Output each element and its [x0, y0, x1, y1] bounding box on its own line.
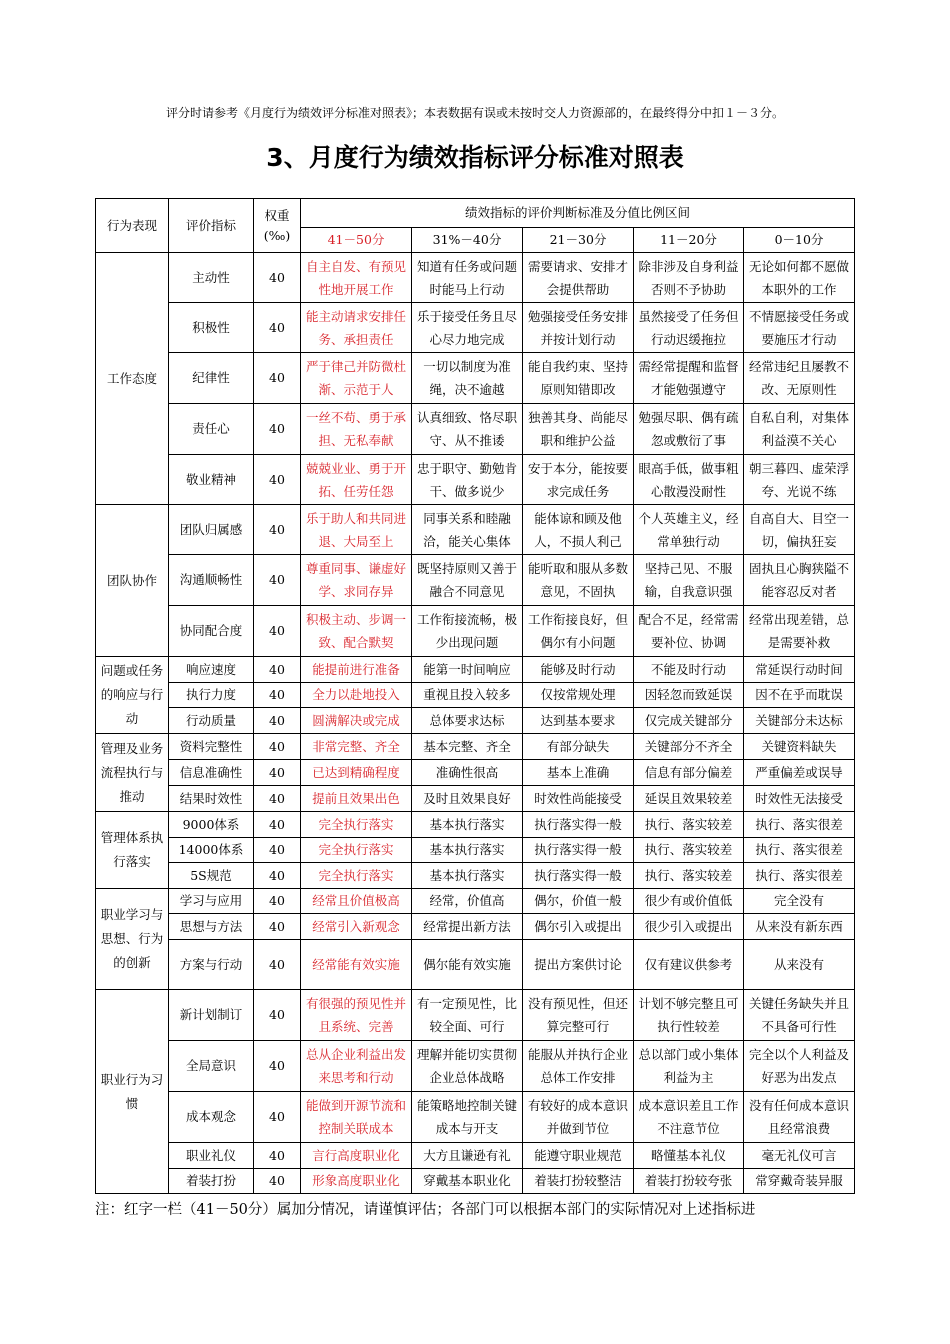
criteria-cell-range-3: 时效性尚能接受 — [523, 786, 634, 812]
indicator-name: 成本观念 — [169, 1092, 254, 1143]
table-row — [96, 353, 855, 404]
criteria-cell-range-4: 除非涉及自身利益否则不予协助 — [634, 253, 744, 303]
criteria-cell-range-3: 基本上准确 — [523, 760, 634, 786]
criteria-cell-range-4: 计划不够完整且可执行性较差 — [634, 990, 744, 1041]
table-row — [96, 786, 855, 812]
criteria-cell-range-1: 非常完整、齐全 — [301, 734, 412, 760]
weight-value: 40 — [254, 1092, 301, 1143]
criteria-cell-range-5: 自私自利，对集体利益漠不关心 — [744, 404, 855, 455]
indicator-name: 方案与行动 — [169, 940, 254, 990]
indicator-name: 责任心 — [169, 404, 254, 455]
criteria-cell-range-1: 积极主动、步调一致、配合默契 — [301, 606, 412, 657]
indicator-name: 响应速度 — [169, 657, 254, 683]
criteria-cell-range-3: 勉强接受任务安排并按计划行动 — [523, 303, 634, 353]
criteria-cell-range-1: 能主动请求安排任务、承担责任 — [301, 303, 412, 353]
footer-note: 注：红字一栏（41－50分）属加分情况，请谨慎评估；各部门可以根据本部门的实际情况对上述指标进 — [95, 1202, 756, 1218]
weight-value: 40 — [254, 353, 301, 404]
header-range-4: 11－20分 — [634, 228, 744, 253]
criteria-cell-range-5: 经常出现差错，总是需要补救 — [744, 606, 855, 657]
weight-value: 40 — [254, 606, 301, 657]
table-row — [96, 555, 855, 606]
criteria-cell-range-3: 能够及时行动 — [523, 657, 634, 683]
criteria-cell-range-1: 尊重同事、谦虚好学、求同存异 — [301, 555, 412, 606]
header-indicator: 评价指标 — [169, 199, 254, 253]
criteria-cell-range-4: 配合不足，经常需要补位、协调 — [634, 606, 744, 657]
header-range-3: 21－30分 — [523, 228, 634, 253]
criteria-cell-range-3: 着装打扮较整洁 — [523, 1169, 634, 1194]
criteria-cell-range-1: 严于律己并防微杜渐、示范于人 — [301, 353, 412, 404]
behavior-category: 工作态度 — [96, 253, 169, 505]
header-range-1: 41－50分 — [301, 228, 412, 253]
table-row — [96, 940, 855, 990]
criteria-cell-range-2: 忠于职守、勤勉肯干、做多说少 — [412, 455, 523, 505]
criteria-cell-range-3: 提出方案供讨论 — [523, 940, 634, 990]
weight-value: 40 — [254, 838, 301, 863]
table-row — [96, 657, 855, 683]
criteria-cell-range-5: 完全没有 — [744, 889, 855, 914]
weight-value: 40 — [254, 786, 301, 812]
behavior-category: 管理及业务流程执行与推动 — [96, 734, 169, 812]
criteria-cell-range-5: 经常违纪且屡教不改、无原则性 — [744, 353, 855, 404]
weight-value: 40 — [254, 708, 301, 734]
indicator-name: 学习与应用 — [169, 889, 254, 914]
criteria-cell-range-3: 执行落实得一般 — [523, 863, 634, 889]
scoring-table — [95, 198, 855, 1194]
indicator-name: 团队归属感 — [169, 505, 254, 555]
table-row — [96, 812, 855, 838]
criteria-cell-range-2: 乐于接受任务且尽心尽力地完成 — [412, 303, 523, 353]
indicator-name: 主动性 — [169, 253, 254, 303]
criteria-cell-range-4: 虽然接受了任务但行动迟缓拖拉 — [634, 303, 744, 353]
criteria-cell-range-1: 自主自发、有预见性地开展工作 — [301, 253, 412, 303]
criteria-cell-range-1: 经常且价值极高 — [301, 889, 412, 914]
table-row — [96, 505, 855, 555]
criteria-cell-range-1: 圆满解决或完成 — [301, 708, 412, 734]
indicator-name: 新计划制订 — [169, 990, 254, 1041]
table-row — [96, 863, 855, 889]
header-range-2: 31%－40分 — [412, 228, 523, 253]
criteria-cell-range-5: 关键任务缺失并且不具备可行性 — [744, 990, 855, 1041]
criteria-cell-range-3: 没有预见性，但还算完整可行 — [523, 990, 634, 1041]
criteria-cell-range-1: 总从企业利益出发来思考和行动 — [301, 1041, 412, 1092]
indicator-name: 行动质量 — [169, 708, 254, 734]
behavior-category: 管理体系执行落实 — [96, 812, 169, 889]
weight-value: 40 — [254, 990, 301, 1041]
criteria-cell-range-2: 同事关系和睦融洽，能关心集体 — [412, 505, 523, 555]
criteria-cell-range-5: 常延误行动时间 — [744, 657, 855, 683]
criteria-cell-range-1: 兢兢业业、勇于开拓、任劳任怨 — [301, 455, 412, 505]
behavior-category: 职业行为习惯 — [96, 990, 169, 1194]
weight-value: 40 — [254, 1143, 301, 1169]
criteria-cell-range-2: 基本执行落实 — [412, 812, 523, 838]
header-behavior: 行为表现 — [96, 199, 169, 253]
criteria-cell-range-2: 经常提出新方法 — [412, 914, 523, 940]
indicator-name: 14000体系 — [169, 838, 254, 863]
criteria-cell-range-5: 固执且心胸狭隘不能容忍反对者 — [744, 555, 855, 606]
indicator-name: 着装打扮 — [169, 1169, 254, 1194]
criteria-cell-range-3: 工作衔接良好，但偶尔有小问题 — [523, 606, 634, 657]
weight-value: 40 — [254, 914, 301, 940]
table-row — [96, 253, 855, 303]
table-row — [96, 455, 855, 505]
weight-value: 40 — [254, 455, 301, 505]
criteria-cell-range-2: 经常，价值高 — [412, 889, 523, 914]
criteria-cell-range-1: 形象高度职业化 — [301, 1169, 412, 1194]
criteria-cell-range-5: 毫无礼仪可言 — [744, 1143, 855, 1169]
criteria-cell-range-4: 总以部门或小集体利益为主 — [634, 1041, 744, 1092]
weight-value: 40 — [254, 863, 301, 889]
table-row — [96, 914, 855, 940]
criteria-cell-range-4: 个人英雄主义，经常单独行动 — [634, 505, 744, 555]
criteria-cell-range-3: 有部分缺失 — [523, 734, 634, 760]
criteria-cell-range-1: 有很强的预见性并且系统、完善 — [301, 990, 412, 1041]
behavior-category: 问题或任务的响应与行动 — [96, 657, 169, 734]
criteria-cell-range-5: 从来没有 — [744, 940, 855, 990]
criteria-cell-range-1: 全力以赴地投入 — [301, 683, 412, 708]
table-row — [96, 990, 855, 1041]
criteria-cell-range-4: 延误且效果较差 — [634, 786, 744, 812]
criteria-cell-range-4: 仅有建议供参考 — [634, 940, 744, 990]
table-row — [96, 708, 855, 734]
criteria-cell-range-1: 乐于助人和共同进退、大局至上 — [301, 505, 412, 555]
criteria-cell-range-5: 无论如何都不愿做本职外的工作 — [744, 253, 855, 303]
criteria-cell-range-3: 能遵守职业规范 — [523, 1143, 634, 1169]
criteria-cell-range-2: 基本执行落实 — [412, 863, 523, 889]
criteria-cell-range-4: 着装打扮较夸张 — [634, 1169, 744, 1194]
indicator-name: 执行力度 — [169, 683, 254, 708]
indicator-name: 职业礼仪 — [169, 1143, 254, 1169]
indicator-name: 积极性 — [169, 303, 254, 353]
criteria-cell-range-1: 完全执行落实 — [301, 812, 412, 838]
criteria-cell-range-5: 关键部分未达标 — [744, 708, 855, 734]
criteria-cell-range-2: 偶尔能有效实施 — [412, 940, 523, 990]
criteria-cell-range-4: 关键部分不齐全 — [634, 734, 744, 760]
criteria-cell-range-2: 准确性很高 — [412, 760, 523, 786]
criteria-cell-range-4: 执行、落实较差 — [634, 812, 744, 838]
weight-value: 40 — [254, 760, 301, 786]
criteria-cell-range-5: 时效性无法接受 — [744, 786, 855, 812]
criteria-cell-range-2: 穿戴基本职业化 — [412, 1169, 523, 1194]
weight-value: 40 — [254, 1169, 301, 1194]
weight-value: 40 — [254, 404, 301, 455]
criteria-cell-range-1: 提前且效果出色 — [301, 786, 412, 812]
indicator-name: 思想与方法 — [169, 914, 254, 940]
indicator-name: 敬业精神 — [169, 455, 254, 505]
criteria-cell-range-1: 经常能有效实施 — [301, 940, 412, 990]
behavior-category: 团队协作 — [96, 505, 169, 657]
criteria-cell-range-3: 独善其身、尚能尽职和维护公益 — [523, 404, 634, 455]
criteria-cell-range-2: 既坚持原则又善于融合不同意见 — [412, 555, 523, 606]
criteria-cell-range-4: 需经常提醒和监督才能勉强遵守 — [634, 353, 744, 404]
criteria-cell-range-3: 有较好的成本意识并做到节位 — [523, 1092, 634, 1143]
criteria-cell-range-5: 执行、落实很差 — [744, 838, 855, 863]
criteria-cell-range-3: 偶尔，价值一般 — [523, 889, 634, 914]
criteria-cell-range-1: 经常引入新观念 — [301, 914, 412, 940]
indicator-name: 结果时效性 — [169, 786, 254, 812]
criteria-cell-range-5: 自高自大、目空一切，偏执狂妄 — [744, 505, 855, 555]
criteria-cell-range-3: 能听取和服从多数意见，不固执 — [523, 555, 634, 606]
criteria-cell-range-3: 偶尔引入或提出 — [523, 914, 634, 940]
table-row — [96, 1169, 855, 1194]
criteria-cell-range-3: 执行落实得一般 — [523, 838, 634, 863]
criteria-cell-range-1: 能做到开源节流和控制关联成本 — [301, 1092, 412, 1143]
criteria-cell-range-4: 勉强尽职、偶有疏忽或敷衍了事 — [634, 404, 744, 455]
table-row — [96, 303, 855, 353]
criteria-cell-range-2: 能第一时间响应 — [412, 657, 523, 683]
criteria-cell-range-2: 大方且谦逊有礼 — [412, 1143, 523, 1169]
header-criteria: 绩效指标的评价判断标准及分值比例区间 — [301, 199, 855, 228]
criteria-cell-range-2: 认真细致、恪尽职守、从不推诿 — [412, 404, 523, 455]
criteria-cell-range-1: 一丝不苟、勇于承担、无私奉献 — [301, 404, 412, 455]
weight-value: 40 — [254, 940, 301, 990]
criteria-cell-range-3: 仅按常规处理 — [523, 683, 634, 708]
weight-value: 40 — [254, 253, 301, 303]
criteria-cell-range-2: 基本完整、齐全 — [412, 734, 523, 760]
criteria-cell-range-4: 信息有部分偏差 — [634, 760, 744, 786]
criteria-cell-range-5: 关键资料缺失 — [744, 734, 855, 760]
criteria-cell-range-3: 执行落实得一般 — [523, 812, 634, 838]
criteria-cell-range-4: 执行、落实较差 — [634, 838, 744, 863]
criteria-cell-range-4: 成本意识差且工作不注意节位 — [634, 1092, 744, 1143]
criteria-cell-range-2: 工作衔接流畅，极少出现问题 — [412, 606, 523, 657]
indicator-name: 资料完整性 — [169, 734, 254, 760]
criteria-cell-range-2: 理解并能切实贯彻企业总体战略 — [412, 1041, 523, 1092]
criteria-cell-range-3: 能服从并执行企业总体工作安排 — [523, 1041, 634, 1092]
criteria-cell-range-5: 常穿戴奇装异服 — [744, 1169, 855, 1194]
indicator-name: 5S规范 — [169, 863, 254, 889]
header-range-5: 0－10分 — [744, 228, 855, 253]
criteria-cell-range-3: 需要请求、安排才会提供帮助 — [523, 253, 634, 303]
criteria-cell-range-5: 严重偏差或误导 — [744, 760, 855, 786]
weight-value: 40 — [254, 657, 301, 683]
header-weight: 权重(‰) — [254, 199, 301, 253]
criteria-cell-range-4: 眼高手低，做事粗心散漫没耐性 — [634, 455, 744, 505]
criteria-cell-range-2: 重视且投入较多 — [412, 683, 523, 708]
weight-value: 40 — [254, 812, 301, 838]
criteria-cell-range-2: 一切以制度为准绳，决不逾越 — [412, 353, 523, 404]
criteria-cell-range-1: 已达到精确程度 — [301, 760, 412, 786]
table-row — [96, 1041, 855, 1092]
criteria-cell-range-1: 完全执行落实 — [301, 838, 412, 863]
criteria-cell-range-1: 能提前进行准备 — [301, 657, 412, 683]
table-row — [96, 1092, 855, 1143]
table-row — [96, 404, 855, 455]
weight-value: 40 — [254, 555, 301, 606]
criteria-cell-range-2: 及时且效果良好 — [412, 786, 523, 812]
weight-value: 40 — [254, 505, 301, 555]
weight-value: 40 — [254, 683, 301, 708]
table-row — [96, 838, 855, 863]
criteria-cell-range-3: 能体谅和顾及他人，不损人利己 — [523, 505, 634, 555]
indicator-name: 全局意识 — [169, 1041, 254, 1092]
criteria-cell-range-1: 言行高度职业化 — [301, 1143, 412, 1169]
table-row — [96, 1143, 855, 1169]
criteria-cell-range-3: 安于本分，能按要求完成任务 — [523, 455, 634, 505]
criteria-cell-range-4: 不能及时行动 — [634, 657, 744, 683]
criteria-cell-range-1: 完全执行落实 — [301, 863, 412, 889]
indicator-name: 沟通顺畅性 — [169, 555, 254, 606]
indicator-name: 纪律性 — [169, 353, 254, 404]
indicator-name: 协同配合度 — [169, 606, 254, 657]
criteria-cell-range-3: 能自我约束、坚持原则知错即改 — [523, 353, 634, 404]
criteria-cell-range-4: 仅完成关键部分 — [634, 708, 744, 734]
behavior-category: 职业学习与思想、行为的创新 — [96, 889, 169, 990]
criteria-cell-range-5: 因不在乎而耽误 — [744, 683, 855, 708]
table-row — [96, 606, 855, 657]
table-row — [96, 683, 855, 708]
instruction-note: 评分时请参考《月度行为绩效评分标准对照表》；本表数据有误或未按时交人力资源部的，在最终得分中扣１－３分。 — [165, 106, 784, 120]
criteria-cell-range-5: 从来没有新东西 — [744, 914, 855, 940]
table-row — [96, 889, 855, 914]
criteria-cell-range-2: 基本执行落实 — [412, 838, 523, 863]
page-title: 3、月度行为绩效指标评分标准对照表 — [266, 143, 684, 172]
criteria-cell-range-3: 达到基本要求 — [523, 708, 634, 734]
weight-value: 40 — [254, 303, 301, 353]
criteria-cell-range-2: 能策略地控制关键成本与开支 — [412, 1092, 523, 1143]
criteria-cell-range-5: 执行、落实很差 — [744, 812, 855, 838]
criteria-cell-range-4: 很少有或价值低 — [634, 889, 744, 914]
weight-value: 40 — [254, 889, 301, 914]
header-row — [96, 199, 855, 228]
criteria-cell-range-2: 有一定预见性，比较全面、可行 — [412, 990, 523, 1041]
criteria-cell-range-4: 执行、落实较差 — [634, 863, 744, 889]
criteria-cell-range-5: 完全以个人利益及好恶为出发点 — [744, 1041, 855, 1092]
criteria-cell-range-4: 坚持己见、不服输，自我意识强 — [634, 555, 744, 606]
criteria-cell-range-5: 不情愿接受任务或要施压才行动 — [744, 303, 855, 353]
criteria-cell-range-4: 略懂基本礼仪 — [634, 1143, 744, 1169]
criteria-cell-range-4: 因轻忽而致延误 — [634, 683, 744, 708]
table-row — [96, 760, 855, 786]
weight-value: 40 — [254, 734, 301, 760]
criteria-cell-range-5: 朝三暮四、虚荣浮夸、光说不练 — [744, 455, 855, 505]
criteria-cell-range-2: 总体要求达标 — [412, 708, 523, 734]
criteria-cell-range-5: 执行、落实很差 — [744, 863, 855, 889]
criteria-cell-range-5: 没有任何成本意识且经常浪费 — [744, 1092, 855, 1143]
indicator-name: 信息准确性 — [169, 760, 254, 786]
criteria-cell-range-4: 很少引入或提出 — [634, 914, 744, 940]
criteria-cell-range-2: 知道有任务或问题时能马上行动 — [412, 253, 523, 303]
indicator-name: 9000体系 — [169, 812, 254, 838]
table-row — [96, 734, 855, 760]
weight-value: 40 — [254, 1041, 301, 1092]
